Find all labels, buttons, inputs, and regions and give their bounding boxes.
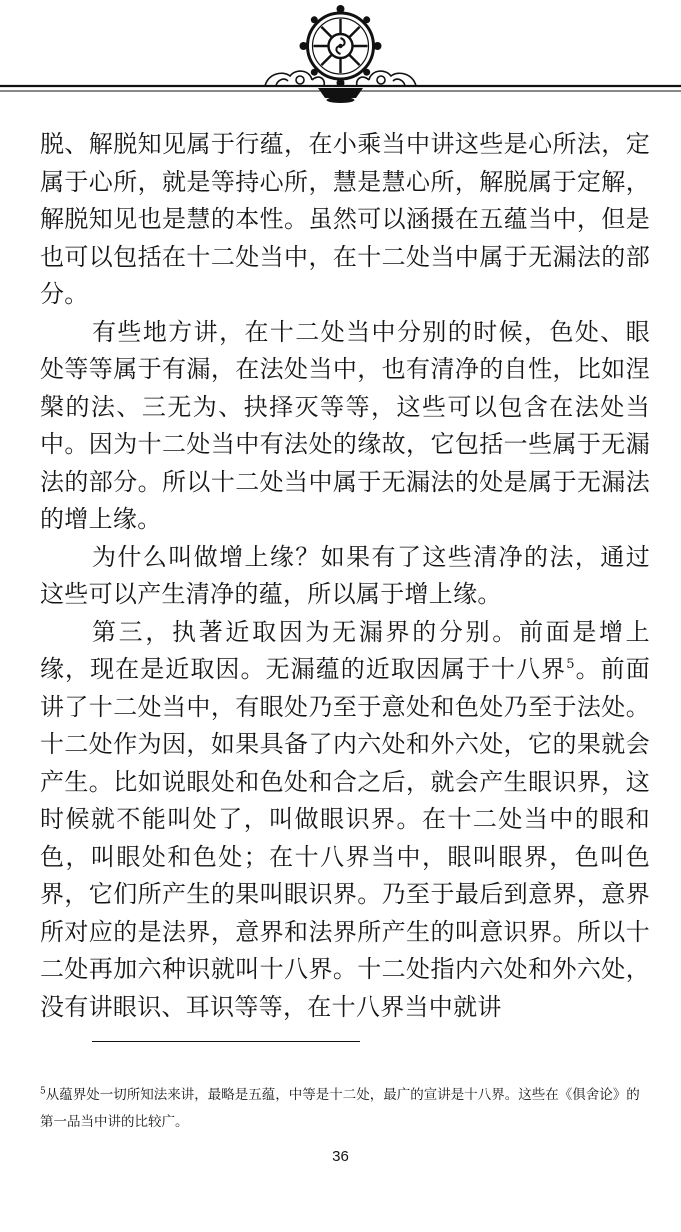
paragraph-text: 第三，执著近取因为无漏界的分别。前面是增上缘，现在是近取因。无漏蕴的近取因属于十八界 [40, 617, 650, 683]
paragraph [40, 614, 650, 1027]
dharma-wheel-icon [0, 0, 681, 112]
paragraph-text: 。前面讲了十二处当中，有眼处乃至于意处和色处乃至于法处。十二处作为因，如果具备了内六处和外六处，它的果就会产生。比如说眼处和色处和合之后，就会产生眼识界，这时候就不能叫处了，叫做眼识界。在十二处当中的眼和色，叫眼处和色处；在十八界当中，眼叫眼界，色叫色界，它们所产生的果叫眼识界。乃至于最后到意界，意界所对应的是法界，意界和法界所产生的叫意识界。所以十二处再加六种识就叫十八界。十二处指内六处和外六处，没有讲眼识、耳识等等，在十八界当中就讲 [40, 655, 650, 1021]
footnote-reference[interactable]: 5 [566, 657, 575, 672]
footnote-number: 5 [40, 1086, 46, 1097]
footnote [40, 1082, 646, 1136]
paragraph: 为什么叫做增上缘？如果有了这些清净的法，通过这些可以产生清净的蕴，所以属于增上缘。 [40, 542, 650, 608]
page-number: 36 [332, 1148, 349, 1165]
paragraph: 有些地方讲，在十二处当中分别的时候，色处、眼处等等属于有漏，在法处当中，也有清净的自性，比如涅槃的法、三无为、抉择灭等等，这些可以包含在法处当中。因为十二处当中有法处的缘故，它包括一些属于无漏法的部分。所以十二处当中属于无漏法的处是属于无漏法的增上缘。 [40, 317, 650, 533]
main-text [40, 126, 650, 1026]
paragraph: 脱、解脱知见属于行蕴，在小乘当中讲这些是心所法，定属于心所，就是等持心所，慧是慧心所，解脱属于定解，解脱知见也是慧的本性。虽然可以涵摄在五蕴当中，但是也可以包括在十二处当中，在十二处当中属于无漏法的部分。 [40, 130, 650, 308]
page-header-ornament [0, 0, 681, 112]
footnote-divider [92, 1041, 360, 1042]
footnote-text: 从蕴界处一切所知法来讲，最略是五蕴，中等是十二处，最广的宣讲是十八界。这些在《俱舍论》的第一品当中讲的比较广。 [40, 1087, 640, 1130]
